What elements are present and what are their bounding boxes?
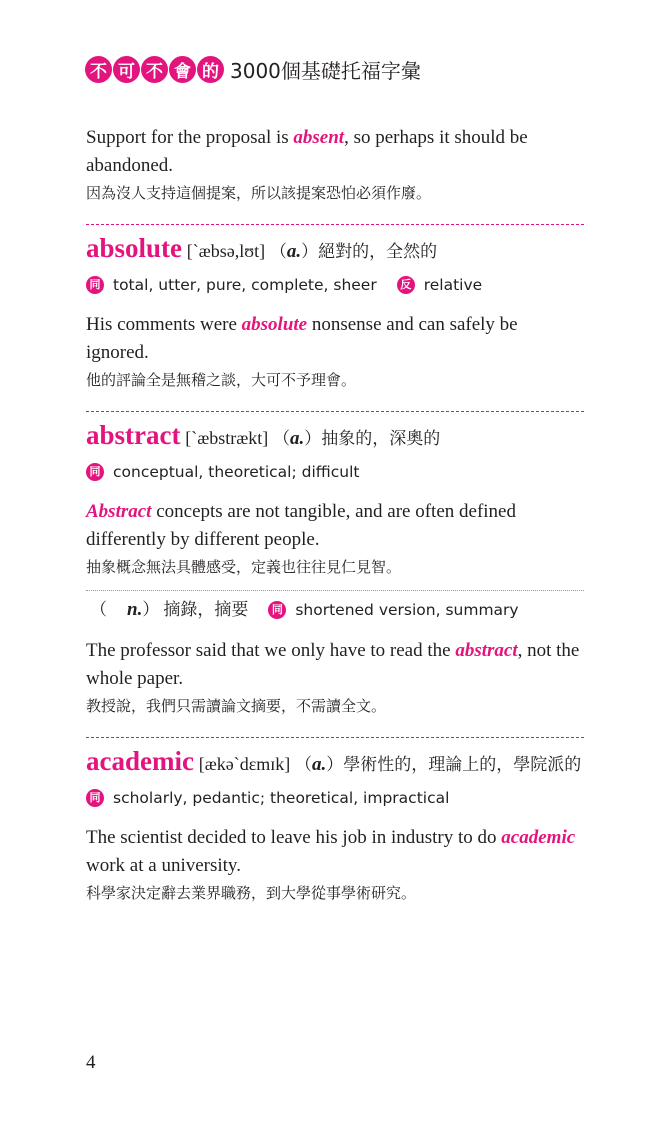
text-segment: concepts are not tangible, and are often defined differently by different people.	[86, 501, 516, 550]
header-char-4: 會	[169, 56, 196, 83]
page-number: 4	[86, 1052, 96, 1073]
entry-abstract	[86, 418, 584, 719]
noun-sense-row: （ n. ） 摘錄，摘要 同 shortened version, summary	[86, 595, 584, 625]
entry-divider	[86, 224, 584, 225]
headword: abstract	[86, 420, 181, 450]
intro-translation: 因為沒人支持這個提案，所以該提案恐怕必須作廢。	[86, 184, 432, 202]
entry-headline: abstract [`æbstrækt] （a.）抽象的，深奧的	[86, 420, 441, 450]
example-sentence	[86, 498, 584, 554]
synonyms: total, utter, pure, complete, sheer	[113, 276, 377, 294]
text-segment: The scientist decided to leave his job in industry to do	[86, 827, 502, 848]
text-segment: His comments were	[86, 314, 242, 335]
synonym-badge-icon: 同	[86, 276, 104, 294]
text-segment: nonsense and can safely be ignored.	[86, 314, 518, 363]
example-sentence	[86, 311, 584, 367]
synonym-badge-icon: 同	[86, 463, 104, 481]
part-of-speech: a.	[286, 241, 302, 262]
text-segment: Support for the proposal is	[86, 127, 294, 148]
definition: 學術性的，理論上的，學院派的	[343, 755, 582, 775]
text-segment: , so perhaps it should be abandoned.	[86, 127, 528, 176]
example-sentence	[86, 637, 584, 693]
highlighted-word: absolute	[241, 314, 308, 335]
book-header	[85, 52, 421, 86]
definition: 抽象的，深奧的	[321, 429, 441, 449]
text-segment: The professor said that we only have to read the	[86, 640, 456, 661]
part-of-speech: a.	[289, 428, 305, 449]
definition: 絕對的，全然的	[318, 242, 438, 262]
example-sentence	[86, 824, 584, 880]
headword: absolute	[86, 233, 183, 263]
entry-academic	[86, 744, 584, 906]
pronunciation: [`æbstrækt]	[185, 428, 269, 448]
noun-definition: 摘錄，摘要	[163, 600, 249, 620]
synonym-row	[86, 784, 584, 812]
antonym-badge-icon: 反	[397, 276, 415, 294]
synonym-row	[86, 271, 584, 299]
sense-divider	[86, 590, 584, 591]
synonyms: scholarly, pedantic; theoretical, impractical	[113, 789, 450, 807]
header-char-5: 的	[197, 56, 224, 83]
highlighted-word: abstract	[455, 640, 518, 661]
entry-headline: academic [ækə`dɛmɪk] （a.）學術性的，理論上的，學院派的	[86, 746, 582, 776]
example-translation: 抽象概念無法具體感受，定義也往往見仁見智。	[86, 558, 402, 576]
page-content	[86, 124, 584, 906]
part-of-speech: a.	[312, 754, 327, 775]
example-translation: 教授說，我們只需讀論文摘要，不需讀全文。	[86, 697, 387, 715]
synonym-row	[86, 458, 584, 486]
highlighted-word: absent	[293, 127, 345, 148]
part-of-speech: n.	[127, 599, 143, 620]
pronunciation: [`æbsə,lʊt]	[186, 241, 266, 261]
example-translation: 他的評論全是無稽之談，大可不予理會。	[86, 371, 357, 389]
intro-example-sentence	[86, 124, 584, 180]
entry-divider	[86, 737, 584, 738]
text-segment: work at a university.	[86, 855, 241, 876]
header-char-2: 可	[113, 56, 140, 83]
header-char-3: 不	[141, 56, 168, 83]
book-title: 3000個基礎托福字彙	[230, 58, 421, 83]
entry-headline: absolute [`æbsə,lʊt] （a.）絕對的，全然的	[86, 233, 438, 263]
synonyms: shortened version, summary	[295, 601, 519, 619]
synonym-badge-icon: 同	[268, 601, 286, 619]
pronunciation: [ækə`dɛmɪk]	[198, 754, 291, 774]
synonym-badge-icon: 同	[86, 789, 104, 807]
highlighted-word: academic	[501, 827, 576, 848]
headword: academic	[86, 746, 194, 776]
header-char-1: 不	[85, 56, 112, 83]
synonyms: conceptual, theoretical; difficult	[113, 463, 360, 481]
entry-absolute	[86, 231, 584, 393]
entry-divider	[86, 411, 584, 412]
text-segment: , not the whole paper.	[86, 640, 580, 689]
highlighted-word: Abstract	[86, 501, 152, 522]
antonyms: relative	[423, 276, 483, 294]
example-translation: 科學家決定辭去業界職務，到大學從事學術研究。	[86, 884, 417, 902]
